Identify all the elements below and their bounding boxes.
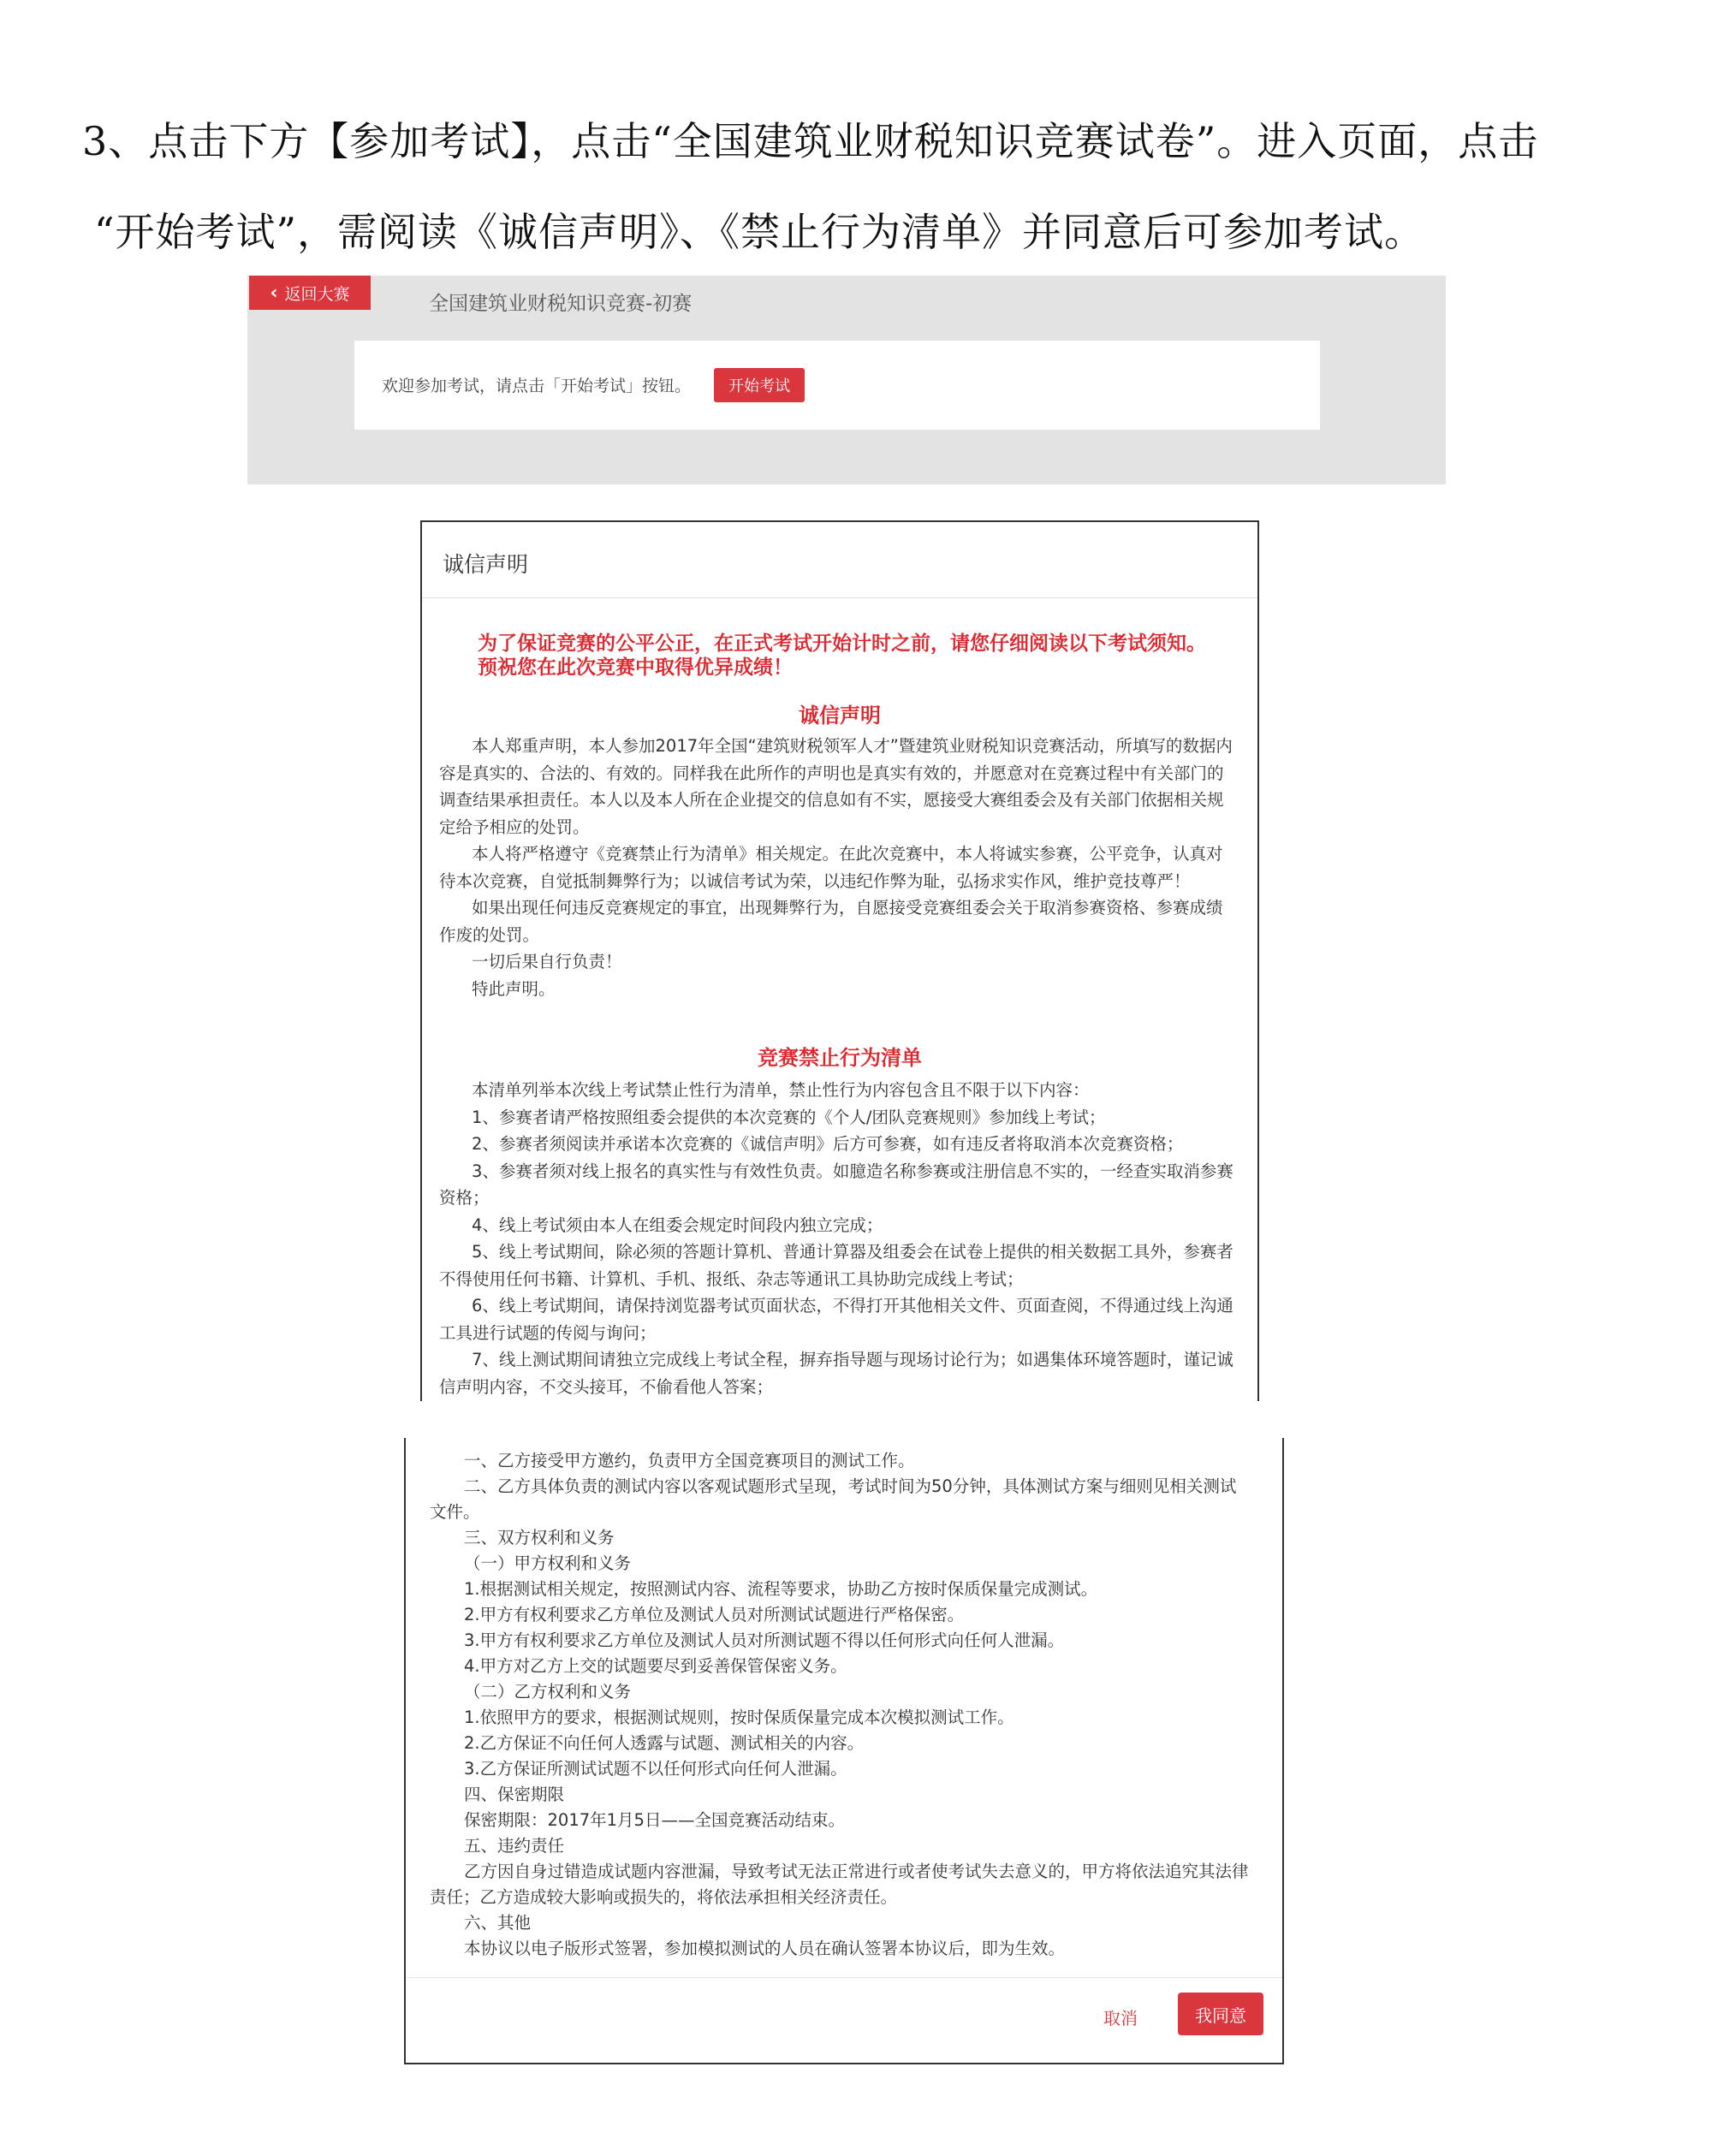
integrity-statement-modal xyxy=(420,520,1259,1401)
statement-paragraph: 本人郑重声明，本人参加2017年全国“建筑财税领军人才”暨建筑业财税知识竞赛活动，所填写的数据内容是真实的、合法的、有效的。同样我在此所作的声明也是真实有效的，并愿意对在竞赛过程中有关部门的调查结果承担责任。本人以及本人所在企业提交的信息如有不实，愿接受大赛组委会及有关部门依据相关规定给予相应的处罚。 xyxy=(439,736,1233,837)
agreement-paragraph: 六、其他 xyxy=(464,1913,532,1933)
prohibited-item: 7、线上测试期间请独立完成线上考试全程，摒弃指导题与现场讨论行为；如遇集体环境答题时，谨记诚信声明内容，不交头接耳，不偷看他人答案； xyxy=(439,1350,1233,1397)
agreement-paragraph: 乙方因自身过错造成试题内容泄漏，导致考试无法正常进行或者使考试失去意义的，甲方将依法追究其法律责任；乙方造成较大影响或损失的，将依法承担相关经济责任。 xyxy=(430,1862,1249,1907)
instruction-line-1: 3、点击下方【参加考试】，点击“全国建筑业财税知识竞赛试卷”。进入页面，点击 xyxy=(82,118,1539,164)
back-to-contest-button[interactable] xyxy=(249,276,371,310)
prohibited-item: 3、参赛者须对线上报名的真实性与有效性负责。如臆造名称参赛或注册信息不实的，一经查实取消参赛资格； xyxy=(439,1161,1233,1208)
statement-paragraph: 特此声明。 xyxy=(472,978,556,999)
agreement-paragraph: 二、乙方具体负责的测试内容以客观试题形式呈现，考试时间为50分钟，具体测试方案与细则见相关测试文件。 xyxy=(430,1476,1237,1522)
statement-paragraph: 如果出现任何违反竞赛规定的事宜，出现舞弊行为，自愿接受竞赛组委会关于取消参赛资格、参赛成绩作废的处罚。 xyxy=(439,898,1223,945)
agreement-paragraph: 三、双方权利和义务 xyxy=(464,1528,615,1547)
chevron-left-icon: ‹ xyxy=(270,282,278,304)
statement-body xyxy=(439,733,1235,1002)
agreement-paragraph: 1.依照甲方的要求，根据测试规则，按时保质保量完成本次模拟测试工作。 xyxy=(464,1708,1014,1727)
agreement-paragraph: 本协议以电子版形式签署，参加模拟测试的人员在确认签署本协议后，即为生效。 xyxy=(464,1939,1066,1958)
agreement-paragraph: 四、保密期限 xyxy=(464,1785,565,1804)
exam-warning xyxy=(478,632,1214,680)
cancel-button[interactable]: 取消 xyxy=(1091,1998,1150,2035)
modal-footer-divider xyxy=(406,1977,1282,1978)
agreement-paragraph: 五、违约责任 xyxy=(464,1836,565,1856)
statement-paragraph: 一切后果自行负责！ xyxy=(472,952,622,971)
instruction-paragraph xyxy=(82,96,1640,277)
agreement-paragraph: 4.甲方对乙方上交的试题要尽到妥善保管保密义务。 xyxy=(464,1656,847,1676)
welcome-text: 欢迎参加考试，请点击「开始考试」按钮。 xyxy=(382,377,692,395)
prohibited-item: 4、线上考试须由本人在组委会规定时间段内独立完成； xyxy=(472,1215,883,1235)
agreement-paragraph: 1.根据测试相关规定，按照测试内容、流程等要求，协助乙方按时保质保量完成测试。 xyxy=(464,1579,1098,1599)
agreement-paragraph: （二）乙方权利和义务 xyxy=(464,1682,632,1702)
prohibited-item: 2、参赛者须阅读并承诺本次竞赛的《诚信声明》后方可参赛，如有违反者将取消本次竞赛资格； xyxy=(472,1134,1184,1154)
agreement-body xyxy=(430,1448,1251,1962)
warning-line-2: 预祝您在此次竞赛中取得优异成绩！ xyxy=(478,656,793,679)
modal-divider xyxy=(422,597,1257,598)
modal-title: 诚信声明 xyxy=(443,552,529,577)
back-button-label: 返回大赛 xyxy=(284,284,350,304)
prohibited-item: 本清单列举本次线上考试禁止性行为清单，禁止性行为内容包含且不限于以下内容： xyxy=(472,1080,1090,1100)
prohibited-item: 5、线上考试期间，除必须的答题计算机、普通计算器及组委会在试卷上提供的相关数据工具外，参赛者不得使用任何书籍、计算机、手机、报纸、杂志等通讯工具协助完成线上考试； xyxy=(439,1242,1233,1289)
statement-paragraph: 本人将严格遵守《竞赛禁止行为清单》相关规定。在此次竞赛中，本人将诚实参赛，公平竞争，认真对待本次竞赛，自觉抵制舞弊行为；以诚信考试为荣，以违纪作弊为耻，弘扬求实作风，维护竞技尊严！ xyxy=(439,844,1223,891)
welcome-card xyxy=(354,341,1320,430)
instruction-line-2: “开始考试”，需阅读《诚信声明》、《禁止行为清单》并同意后可参加考试。 xyxy=(94,209,1425,255)
agreement-paragraph: 3.乙方保证所测试试题不以任何形式向任何人泄漏。 xyxy=(464,1759,847,1779)
prohibited-item: 6、线上考试期间，请保持浏览器考试页面状态，不得打开其他相关文件、页面查阅，不得通过线上沟通工具进行试题的传阅与询问； xyxy=(439,1296,1233,1343)
agreement-paragraph: 3.甲方有权利要求乙方单位及测试人员对所测试题不得以任何形式向任何人泄漏。 xyxy=(464,1630,1065,1650)
prohibited-list-body xyxy=(439,1077,1235,1400)
agree-button[interactable]: 我同意 xyxy=(1178,1993,1263,2035)
agreement-paragraph: 保密期限：2017年1月5日——全国竞赛活动结束。 xyxy=(464,1810,845,1830)
start-exam-button[interactable]: 开始考试 xyxy=(714,368,805,402)
statement-title: 诚信声明 xyxy=(799,704,881,728)
warning-line-1: 为了保证竞赛的公平公正，在正式考试开始计时之前，请您仔细阅读以下考试须知。 xyxy=(478,633,1206,655)
prohibited-list-title: 竞赛禁止行为清单 xyxy=(758,1046,922,1070)
exam-title: 全国建筑业财税知识竞赛-初赛 xyxy=(429,293,693,315)
exam-header-panel xyxy=(247,276,1446,484)
agreement-paragraph: 2.乙方保证不向任何人透露与试题、测试相关的内容。 xyxy=(464,1733,865,1753)
agreement-paragraph: 一、乙方接受甲方邀约，负责甲方全国竞赛项目的测试工作。 xyxy=(464,1451,915,1470)
agreement-modal xyxy=(404,1438,1284,2064)
agreement-paragraph: （一）甲方权利和义务 xyxy=(464,1553,632,1573)
prohibited-item: 1、参赛者请严格按照组委会提供的本次竞赛的《个人/团队竞赛规则》参加线上考试； xyxy=(472,1107,1106,1127)
agreement-paragraph: 2.甲方有权利要求乙方单位及测试人员对所测试试题进行严格保密。 xyxy=(464,1605,965,1624)
